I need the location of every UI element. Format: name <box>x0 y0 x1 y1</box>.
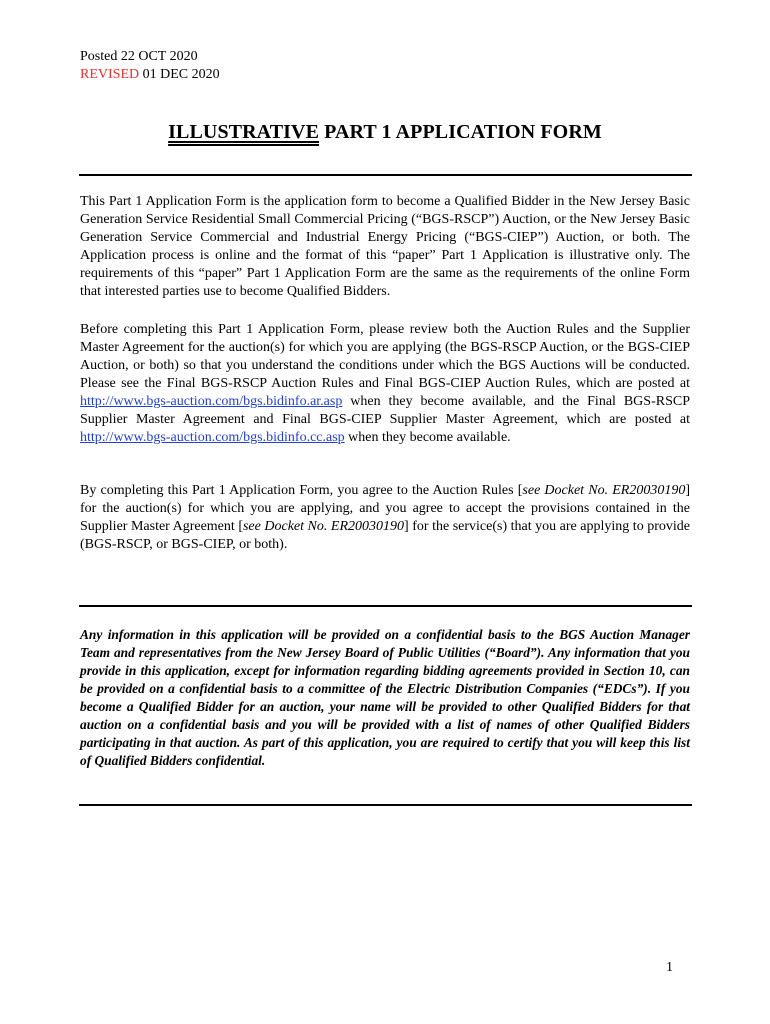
posted-date: Posted 22 OCT 2020 <box>80 49 198 64</box>
page-number: 1 <box>666 960 673 975</box>
confidentiality-notice: Any information in this application will be provided on a confidential basis to the BGS Auction Manager Team and representatives from the New Jersey Board of Public Utilities (“Board”). Any information that you provide in this application, except for information regarding bidding agreements provided in Section 10, can be provided on a confidential basis to a committee of the Electric Distribution Companies (“EDCs”). If you become a Qualified Bidder for an auction, your name will be provided to other Qualified Bidders for that auction on a confidential basis and you will be provided with a list of names of other Qualified Bidders participating in that auction. As part of this application, you are required to certify that you will keep this list of Qualified Bidders confidential. <box>80 627 690 768</box>
docket-reference-1: see Docket No. ER20030190 <box>522 483 686 498</box>
revised-line <box>80 66 220 84</box>
revision-header <box>80 48 220 84</box>
agreement-text-2: ] for the auction(s) for which you are applying, and you agree to accept the provisions contained in the Supplier Master Agreement [ <box>80 483 690 534</box>
agreement-text-3: ] for the service(s) that you are applying to provide (BGS-RSCP, or BGS-CIEP, or both). <box>80 519 690 552</box>
top-divider <box>79 174 692 176</box>
auction-rules-link[interactable]: http://www.bgs-auction.com/bgs.bidinfo.ar.asp <box>80 394 343 409</box>
rules-text-2: when they become available, and the Final BGS-RSCP Supplier Master Agreement and Final BGS-CIEP Supplier Master Agreement, which are posted at <box>80 394 690 427</box>
title-illustrative: ILLUSTRATIVE <box>168 121 320 143</box>
title-rest: PART 1 APPLICATION FORM <box>319 121 602 143</box>
page-title <box>0 121 770 144</box>
confidential-top-divider <box>79 605 692 607</box>
confidential-bottom-divider <box>79 804 692 806</box>
agreement-paragraph <box>80 482 690 554</box>
revised-date: 01 DEC 2020 <box>139 67 220 82</box>
supplier-agreement-link[interactable]: http://www.bgs-auction.com/bgs.bidinfo.cc.asp <box>80 430 345 445</box>
agreement-text-1: By completing this Part 1 Application Form, you agree to the Auction Rules [ <box>80 483 523 498</box>
rules-text-3: when they become available. <box>344 430 511 445</box>
rules-text-1: Before completing this Part 1 Application Form, please review both the Auction Rules and the Supplier Master Agreement for the auction(s) for which you are applying (the BGS-RSCP Auction, or the BGS-CIEP Auction, or both) so that you understand the conditions under which the BGS Auctions will be conducted. Please see the Final BGS-RSCP Auction Rules and Final BGS-CIEP Auction Rules, which are posted at <box>80 322 690 391</box>
intro-paragraph: This Part 1 Application Form is the application form to become a Qualified Bidder in the New Jersey Basic Generation Service Residential Small Commercial Pricing (“BGS-RSCP”) Auction, or the New Jersey Basic Generation Service Commercial and Industrial Energy Pricing (“BGS-CIEP”) Auction, or both. The Application process is online and the format of this “paper” Part 1 Application is illustrative only. The requirements of this “paper” Part 1 Application Form are the same as the requirements of the online Form that interested parties use to become Qualified Bidders. <box>80 194 690 299</box>
auction-rules-paragraph <box>80 321 690 447</box>
docket-reference-2: see Docket No. ER20030190 <box>242 519 405 534</box>
revised-label: REVISED <box>80 67 140 82</box>
